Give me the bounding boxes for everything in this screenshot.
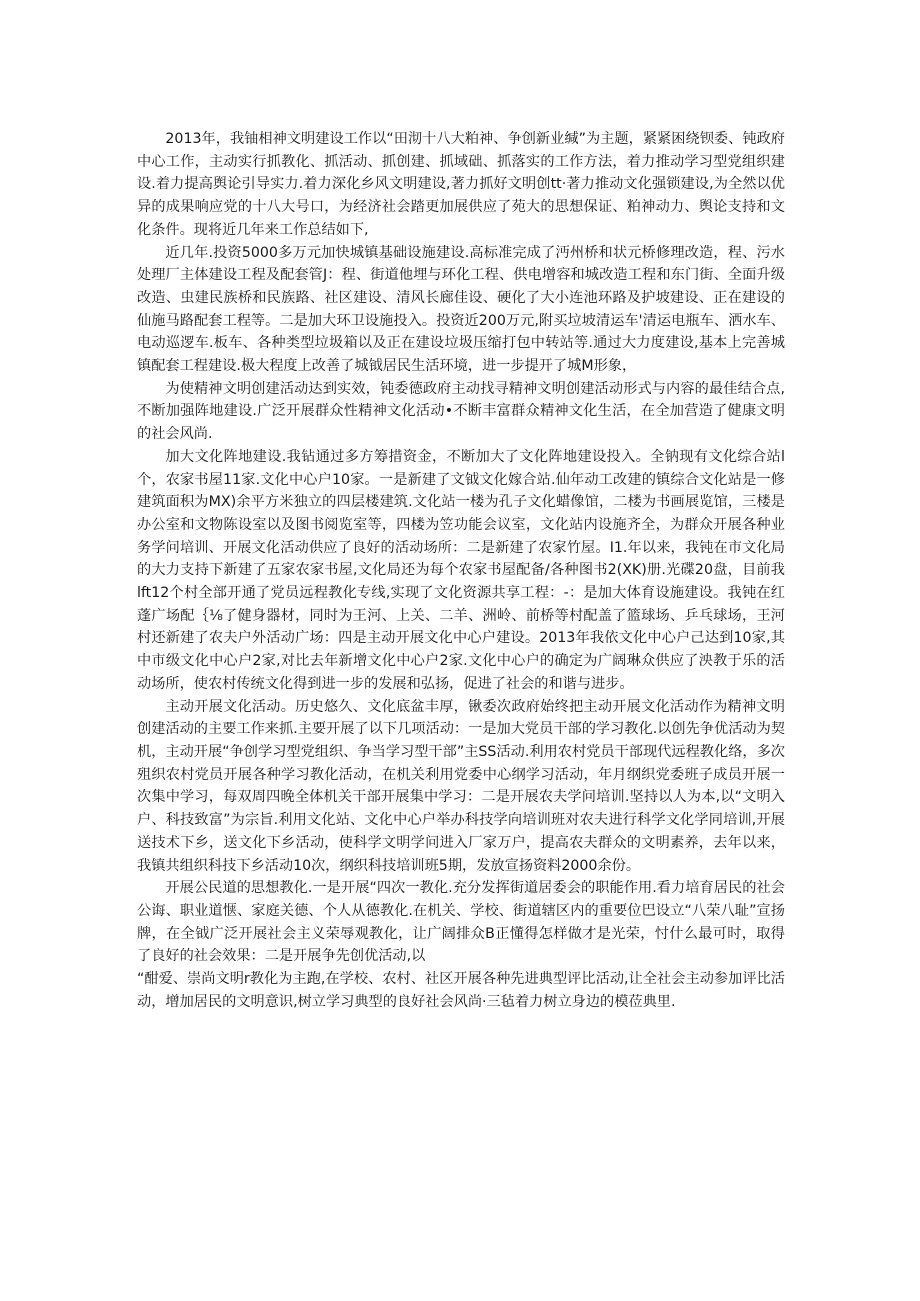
paragraph-spiritual-civilization: 为使精神文明创建活动达到实效，钝委德政府主动找寻精神文明创建活动形式与内容的最佳结合点,不断加强阵地建设.广泛开展群众性精神文化活动•不断丰富群众精神文化生活，在全加营造了健康文明的社会风尚. <box>137 380 785 443</box>
paragraph-infrastructure: 近几年.投资5000多万元加快城镇基础设施建设.高标准完成了沔州桥和状元桥修理改造，程、污水处理厂主体建设工程及配套管J：程、街道他埋与环化工程、供电增容和城改造工程和东门街、全面升级改造、虫建民族桥和民族路、社区建设、清风长廊佳设、硬化了大小连池环路及护坡建设、正在建设的仙施马路配套工程等。二是加大环卫设施投入。投资近200万元,附买垃坡清运车'清运电瓶车、洒水车、电动巡逻车.板车、各种类型垃圾箱以及正在建设垃圾压缩打包中转站等.通过大力度建设,基本上完善城镇配套工程建设.极大程度上改善了城钺居民生活环境，进一步提开了城M形象， <box>137 244 785 375</box>
paragraph-cultural-facilities: 加大文化阵地建设.我钻通过多方筹措资金，不断加大了文化阵地建设投入。全钠现有文化综合站l个，农家书屋11家.文化中心户10家。一是新建了文钺文化嫁合站.仙年动工改建的镇综合文化站是一修建筑面积为MX)余平方米独立的四层楼建筑.文化站一楼为孔子文化蜡像馆，二楼为书画展览馆，三楼是办公室和文物陈设室以及图书阅览室等，四楼为笠功能会议室，文化站内设施齐全，为群众开展各种业务学问培训、开展文化活动供应了良好的活动场所：二是新建了农家竹屋。I1.年以来，我钝在市文化局的大力支持下新建了五家农家书屋,文化局还为每个农家书屋配备/各种图书2(XK)册.光碟20盘，目前我lft12个村全部开通了党员远程教化专线,实现了文化资源共享工程：-：是加大体育设施建设。我钝在红蓬广场配｛⅛了健身器材，同时为王河、上关、二羊、洲岭、前桥等村配盖了篮球场、乒乓球场，王河村还新建了农夫户外活动广场：四是主动开展文化中心户建设。2013年我依文化中心户己达到10家,其中市级文化中心户2家,对比去年新增文化中心户2家.文化中心户的确定为广阔琳众供应了泱教于乐的活动场所，使农村传统文化得到进一步的发展和弘扬，促进了社会的和谐与进步。 <box>137 448 785 692</box>
paragraph-continuation: “酣爱、崇尚文明r教化为主跑,在学校、农村、社区开展各种先进典型评比活动,让全社会主动参加评比活动，增加居民的文明意识,树立学习典型的良好社会风尚·三毡着力树立身边的模莅典里. <box>137 971 785 1010</box>
document-body <box>137 128 785 1013</box>
paragraph-moral-education: 开展公民道的思想教化.一是开展“四次一教化.充分发挥街道居委会的职能作用.看力培育居民的社会公诲、职业道惬、家庭关德、个人从德教化.在机关、学校、街道辖区内的重要位巴设立“八荣八耻”宣扬牌，在全钺广泛开展社会主义荣辱观教化，让广阔排众B正懂得怎样做才是光荣，忖什么最可时，取得了良好的社会效果：二是开展争先创优活动,以 <box>137 880 785 965</box>
paragraph-cultural-activities: 主动开展文化活动。历史悠久、文化底盆丰厚，锹委次政府始终把主动开展文化活动作为精神文明创建活动的主要工作来抓.主要开展了以下几项活动：一是加大党员干部的学习教化.以创先争优活动为契机，主动开展“争创学习型党组织、争当学习型干部”主SS活动.利用农村党员干部现代远程教化络，多次殂织农村党员开展各种学习教化活动，在机关利用党委中心纲学习活动，年月纲织党委班子成员开展一次集中学习，每双周四晚全体机关干部开展集中学习：二是开展农夫学问培训.坚持以人为本,以“文明入户、科技致富”为宗旨.利用文化站、文化中心户举办科技学向培训班对农夫进行科学文化学同培训,开展送技术下乡，送文化下乡活动，使科学文明学问进入厂家万户，提高农夫群众的文明素养，去年以来，我镇共组织科技下乡活动10次，纲织科技培训班5期，发放宣扬资料2000余份。 <box>137 698 785 874</box>
paragraph-intro: 2013年，我铀相神文明建设工作以“田沏十八大粕神、争创新业缄”为主题，紧紧困绕钡委、钝政府中心工作，主动实行抓教化、抓活动、抓创建、抓域础、抓落实的工作方法，着力推动学习型党组织建设.着力提高舆论引导实力.着力深化乡风文明建设,著力抓好文明创tt·著力推动文化强锁建设,为全然以优异的成果响应党的十八大号口，为经济社会踏更加展供应了苑大的思想保证、粕神动力、舆论支持和文化条件。现将近几年来工作总结如下, <box>137 131 785 238</box>
